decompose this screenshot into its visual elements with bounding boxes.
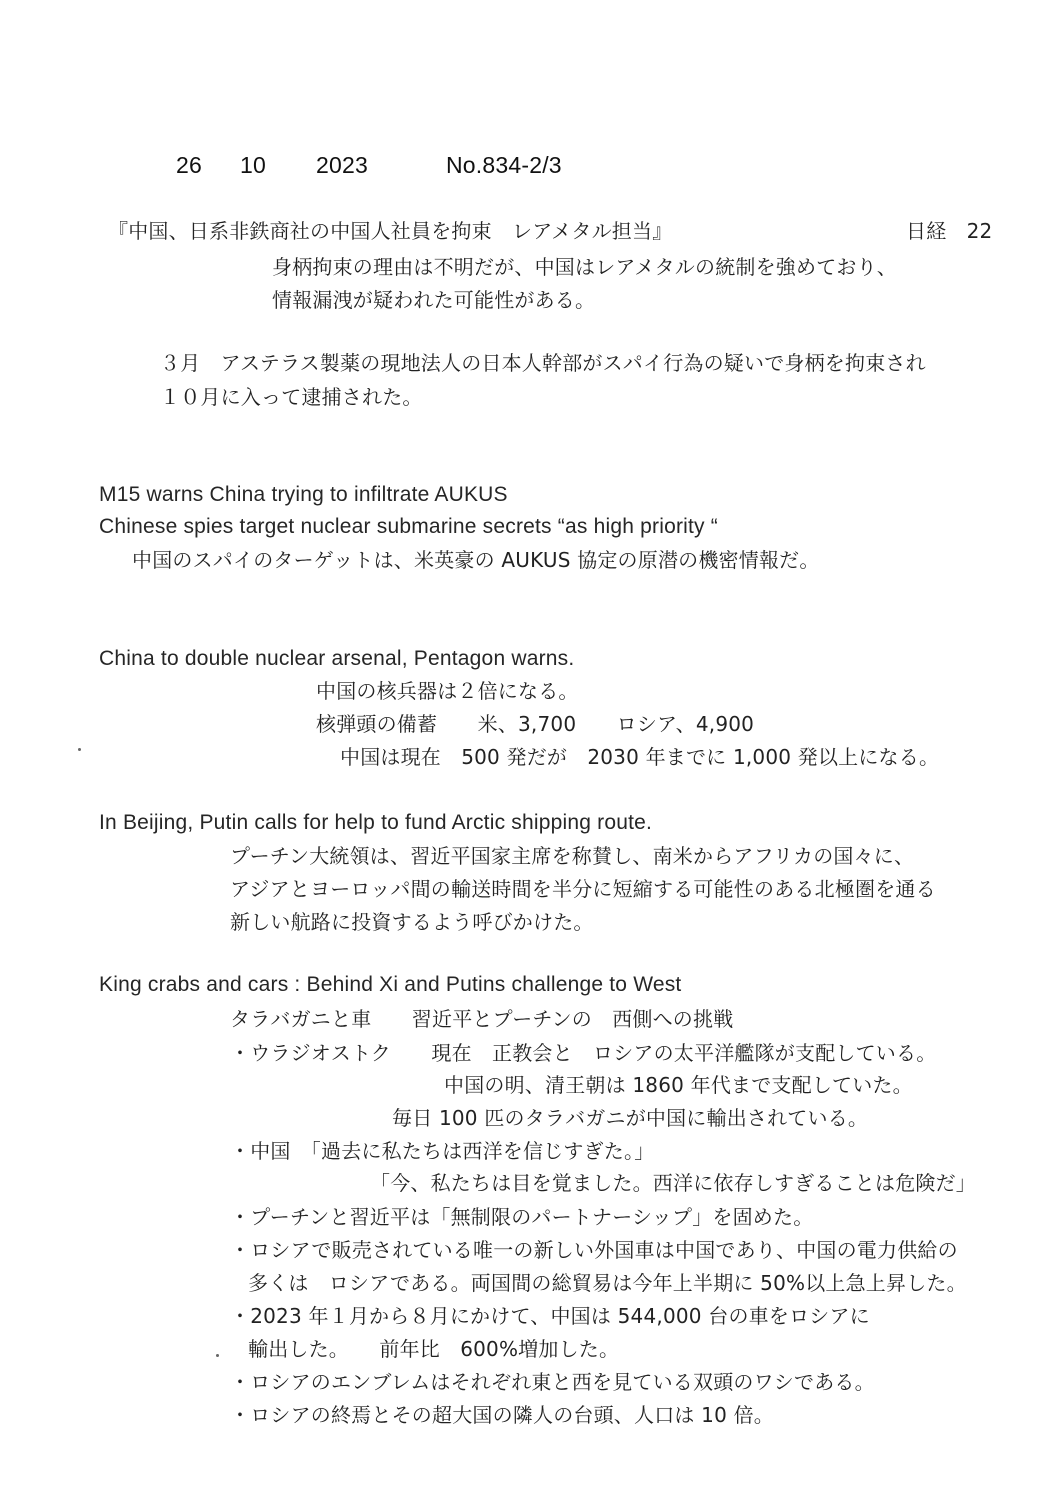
nikkei-source: 日経 22 — [906, 219, 993, 243]
nikkei-body-line: 情報漏洩が疑われた可能性がある。 — [272, 288, 596, 312]
nikkei-note-line: １０月に入って逮捕された。 — [160, 385, 423, 409]
nuclear-title: China to double nuclear arsenal, Pentagon warns. — [99, 647, 575, 670]
crabs-line: 毎日 100 匹のタラバガニが中国に輸出されている。 — [392, 1106, 869, 1130]
scan-speck — [78, 748, 81, 751]
nuclear-line: 核弾頭の備蓄 米、3,700 ロシア、4,900 — [316, 712, 755, 736]
aukus-japanese: 中国のスパイのターゲットは、米英豪の AUKUS 協定の原潜の機密情報だ。 — [132, 548, 820, 572]
nikkei-note-line: ３月 アステラス製薬の現地法人の日本人幹部がスパイ行為の疑いで身柄を拘束され — [160, 351, 926, 375]
crabs-line: ・ロシアのエンブレムはそれぞれ東と西を見ている双頭のワシである。 — [230, 1370, 875, 1394]
aukus-title: M15 warns China trying to infiltrate AUKUS — [99, 483, 508, 506]
crabs-line: ・中国 「過去に私たちは西洋を信じすぎた。」 — [230, 1139, 655, 1163]
scan-speck — [216, 1354, 219, 1357]
crabs-line: 「今、私たちは目を覚ました。西洋に依存しすぎることは危険だ」 — [370, 1171, 976, 1195]
crabs-line: 多くは ロシアである。両国間の総貿易は今年上半期に 50%以上急上昇した。 — [248, 1271, 967, 1295]
nikkei-headline: 『中国、日系非鉄商社の中国人社員を拘束 レアメタル担当』 — [108, 219, 673, 243]
crabs-line: ・ウラジオストク 現在 正教会と ロシアの太平洋艦隊が支配している。 — [230, 1041, 937, 1065]
arctic-line: 新しい航路に投資するよう呼びかけた。 — [230, 910, 594, 934]
arctic-title: In Beijing, Putin calls for help to fund Arctic shipping route. — [99, 811, 653, 834]
aukus-subtitle: Chinese spies target nuclear submarine secrets “as high priority “ — [99, 515, 718, 538]
crabs-line: ・2023 年１月から８月にかけて、中国は 544,000 台の車をロシアに — [230, 1304, 870, 1328]
document-number: No.834-2/3 — [446, 152, 562, 178]
date-day: 26 — [176, 152, 202, 178]
date-month: 10 — [240, 152, 266, 178]
date-year: 2023 — [316, 152, 368, 178]
crabs-title: King crabs and cars : Behind Xi and Putins challenge to West — [99, 973, 682, 996]
nuclear-line: 中国の核兵器は２倍になる。 — [316, 679, 579, 703]
crabs-line: 中国の明、清王朝は 1860 年代まで支配していた。 — [444, 1073, 913, 1097]
crabs-line: ・ロシアで販売されている唯一の新しい外国車は中国であり、中国の電力供給の — [230, 1238, 958, 1262]
crabs-line: ・ロシアの終焉とその超大国の隣人の台頭、人口は 10 倍。 — [230, 1403, 774, 1427]
crabs-subtitle: タラバガニと車 習近平とプーチンの 西側への挑戦 — [230, 1007, 734, 1031]
arctic-line: プーチン大統領は、習近平国家主席を称賛し、南米からアフリカの国々に、 — [230, 844, 915, 868]
crabs-line: ・プーチンと習近平は「無制限のパートナーシップ」を固めた。 — [230, 1205, 814, 1229]
nikkei-body-line: 身柄拘束の理由は不明だが、中国はレアメタルの統制を強めており、 — [272, 255, 897, 279]
nuclear-line: 中国は現在 500 発だが 2030 年までに 1,000 発以上になる。 — [340, 745, 940, 769]
crabs-line: 輸出した。 前年比 600%増加した。 — [248, 1337, 620, 1361]
arctic-line: アジアとヨーロッパ間の輸送時間を半分に短縮する可能性のある北極圏を通る — [230, 877, 936, 901]
